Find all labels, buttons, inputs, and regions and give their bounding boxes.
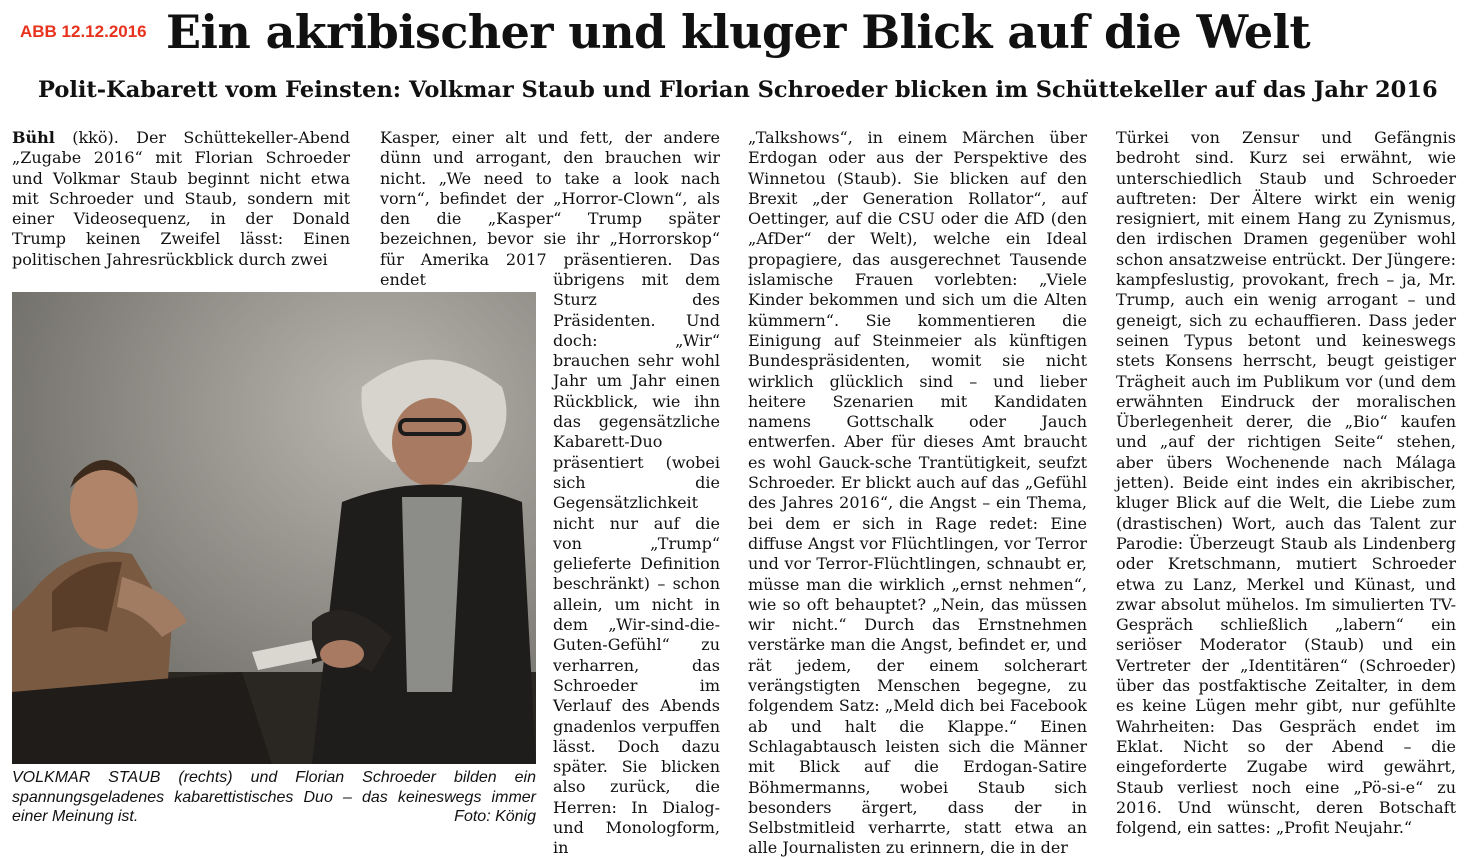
article-column-3 [748, 128, 1087, 859]
article-photo [12, 292, 536, 764]
photo-credit: Foto: König [454, 808, 536, 825]
article-column-2 [380, 128, 720, 290]
article-column-1 [12, 128, 350, 270]
stage-photo-illustration [12, 292, 536, 764]
article-column-2-narrow [553, 270, 720, 859]
column-2-text: Kasper, einer alt und fett, der andere dünn und arrogant, den brauchen wir nicht. „We need to take a look nach vorn“, befindet der „Horror-Clown“, als den die „Kasper“ Trump später bezeichnen, bevor sie ihr „Horrorskop“ für Amerika 2017 präsentieren. Das endet [380, 128, 720, 290]
article-column-4 [1116, 128, 1456, 838]
column-1-text: (kkö). Der Schüttekeller-Abend „Zugabe 2016“ mit Florian Schroeder und Volkmar Staub beginnt nicht etwa mit Schroeder und Staub, sondern mit einer Videosequenz, in der Donald Trump keinen Zweifel lässt: Einen politischen Jahresrückblick durch zwei [12, 128, 350, 269]
column-3-text: „Talkshows“, in einem Märchen über Erdogan oder aus der Perspektive des Winnetou (Staub). Sie blicken auf den Brexit „der Generation Rollator“, auf Oettinger, auf die CSU oder die AfD (den „AfDer“ der Welt), welche ein Ideal propagiere, das ausgerechnet Tausende islamische Frauen vorlebten: „Viele Kinder bekommen und sich um die Alten kümmern“. Sie kommentieren die Einigung auf Steinmeier als künftigen Bundespräsidenten, womit sie nicht wirklich glücklich sind – und lieber heitere Szenarien mit Kandidaten namens Gottschalk oder Jauch entwerfen. Aber für dieses Amt braucht es wohl Gauck-sche Trantütigkeit, seufzt Schroeder. Er blickt auch auf das „Gefühl des Jahres 2016“, die Angst – ein Thema, bei dem er sich in Rage redet: Eine diffuse Angst vor Flüchtlingen, vor Terror und vor Terror-Flüchtlingen, schnaubt er, müsse man die wirklich „ernst nehmen“, wie so oft behauptet? „Nein, das müssen wir nicht.“ Durch das Ernstnehmen verstärke man die Angst, befindet er, und rät jedem, der einem solcherart verängstigten Menschen begegne, zu folgendem Satz: „Meld dich bei Facebook ab und halt die Klappe.“ Einen Schlagabtausch leisten sich die Männer mit Blick auf die Erdogan-Satire Böhmermanns, wobei Staub sich besonders ärgert, dass der in Selbstmitleid verharrte, statt etwa an alle Journalisten zu erinnern, die in der [748, 128, 1087, 858]
column-2-narrow-text: übrigens mit dem Sturz des Präsidenten. Und doch: „Wir“ brauchen sehr wohl Jahr um Jahr einen Rückblick, wie ihn das gegensätzliche Kabarett-Duo präsentiert (wobei sich die Gegensätzlichkeit nicht nur auf die von „Trump“ gelieferte Definition beschränkt) – schon allein, um nicht in dem „Wir-sind-die-Guten-Gefühl“ zu verharren, das Schroeder im Verlauf des Abends gnadenlos verpuffen lässt. Doch dazu später. Sie blicken also zurück, die Herren: In Dialog- und Monologform, in [553, 270, 720, 858]
headline: Ein akribischer und kluger Blick auf die Welt [166, 5, 1311, 59]
caption-text: VOLKMAR STAUB (rechts) und Florian Schroeder bilden ein spannungsgeladenes kabarettistisches Duo – das keineswegs immer einer Meinung ist. [12, 769, 536, 825]
dateline: Bühl [12, 128, 55, 147]
column-4-text: Türkei von Zensur und Gefängnis bedroht sind. Kurz sei erwähnt, wie unterschiedlich Staub und Schroeder auftreten: Der Ältere wirkt ein wenig resigniert, mit einem Hang zu Zynismus, den irdischen Dramen gegenüber wohl schon ansatzweise entrückt. Der Jüngere: kampfeslustig, provokant, frech – ja, Mr. Trump, auch ein wenig arrogant – und geneigt, sich zu echauffieren. Dass jeder seinen Typus betont und keineswegs stets Konsens herrscht, beugt geistiger Trägheit auch im Publikum vor (und dem erwähnten Eindruck der moralischen Überlegenheit derer, die „Bio“ kaufen und „auf der richtigen Seite“ stehen, aber übers Wochenende nach Málaga jetten). Beide eint indes ein akribischer, kluger Blick auf die Welt, die Liebe zum (drastischen) Wort, auch das Talent zur Parodie: Überzeugt Staub als Lindenberg oder Kretschmann, mutiert Schroeder etwa zu Lanz, Merkel und Künast, und zwar absolut mühelos. Im simulierten TV-Gespräch schließlich „labern“ ein seriöser Moderator (Staub) und ein Vertreter der „Identitären“ (Schroeder) über das postfaktische Zeitalter, in dem es keine Lügen mehr gibt, nur gefühlte Wahrheiten: Das Gespräch endet im Eklat. Nicht so der Abend – die eingeforderte Zugabe wird gewährt, Staub verliest noch eine „Pö-si-e“ zu 2016. Und wünscht, deren Botschaft folgend, ein sattes: „Profit Neujahr.“ [1116, 128, 1456, 838]
publication-date-tag: ABB 12.12.2016 [20, 22, 147, 41]
photo-caption [12, 768, 536, 827]
subheadline: Polit-Kabarett vom Feinsten: Volkmar Staub und Florian Schroeder blicken im Schüttekeller auf das Jahr 2016 [38, 77, 1438, 103]
